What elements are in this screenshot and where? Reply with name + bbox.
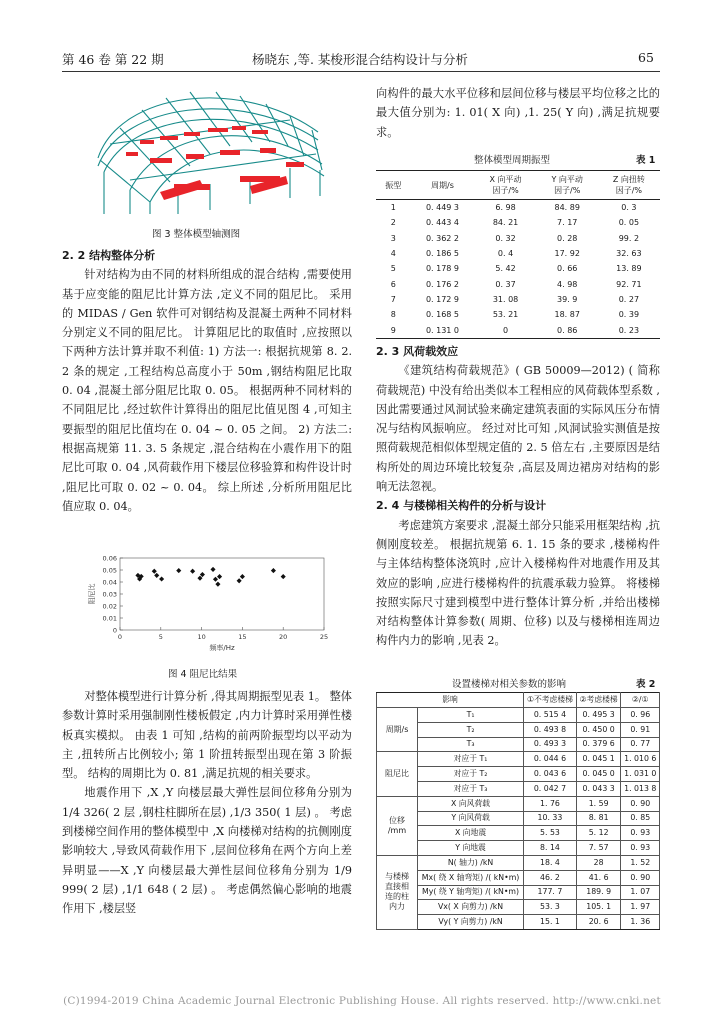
paragraph-period-analysis: 对整体模型进行计算分析 ,得其周期振型见表 1。 整体参数计算时采用强制刚性楼板假定 ,内力计算时采用弹性楼板真实模拟。 由表 1 可知 ,结构的前两阶振型均以平动为主 ,扭转所占比例较小; 第 1 阶扭转振型出现在第 3 阶振型。 结构的周期比为 0. 81 ,满足抗规的相关要求。 [62,690,352,781]
table-2-cell: X 向地震 [418,826,524,841]
copyright-footer: (C)1994-2019 China Academic Journal Electronic Publishing House. All rights reserved. http://www.cnki.net [63,995,661,1007]
table-1-cell: 0 [474,322,536,338]
table-2-cell: 0. 90 [621,796,660,811]
table-1-cell: 32. 63 [616,249,642,259]
table-2-group-label: 周期/s [377,708,418,752]
table-row [376,261,660,276]
paragraph-stair-members: 考虑建筑方案要求 ,混凝土部分只能采用框架结构 ,抗侧刚度较差。 根据抗规第 6. 1. 15 条的要求 ,楼梯构件与主体结构整体浇筑时 ,应计入楼梯构件对地震作用及其效应的影响 ,应进行楼梯构件的抗震承载力验算。 将楼梯按照实际尺寸建到模型中进行整体计算分析 ,并给出楼梯对结构整体计算参数( 周期、位移) 以及与楼梯相连周边构件内力的影响 ,见表 2。 [376,518,660,648]
data-point [159,576,164,581]
table-2-cell: 28 [576,855,621,870]
table-2-cell: 1. 76 [524,796,577,811]
table-2-cell: 对应于 T₂ [418,767,524,782]
damping-ratio-scatter [86,552,336,660]
table-row [376,292,660,307]
table-row [377,900,660,915]
table-2-cell: X 向风荷载 [418,796,524,811]
table-1-cell: 0. 32 [495,233,516,243]
table-1-header-cell: X 向平动 因子/% [474,171,536,200]
journal-volume: 第 46 卷 第 22 期 [62,52,164,67]
table-1-cell: 0. 05 [618,218,640,228]
table-2-cell: 0. 91 [621,722,660,737]
table-2-cell: 0. 85 [621,811,660,826]
figure-3-model [90,80,330,220]
table-2-cell: T₂ [418,722,524,737]
plot-frame [120,558,324,630]
table-1-cell: 3 [390,233,396,243]
table-1-cell: 0. 3 [621,203,637,213]
table-1-cell: 4. 98 [557,279,578,289]
right-column-sections [376,342,660,651]
data-point [240,574,245,579]
table-1-cell: 0. 86 [537,322,598,338]
section-2-2-heading: 2. 2 结构整体分析 [62,249,156,262]
table-2-title: 设置楼梯对相关参数的影响 [452,679,567,690]
section-2-3-heading: 2. 3 风荷载效应 [376,345,459,358]
left-column-top [62,246,352,516]
table-1-cell: 17. 92 [554,249,580,259]
table-2-cell: 8. 14 [524,841,577,856]
table-2-cell: 1. 07 [621,885,660,900]
table-1-cell: 1 [390,203,396,213]
table-1-cell: 0. 23 [598,322,660,338]
table-2-cell: 1. 010 6 [621,752,660,767]
y-tick-label: 0.01 [102,614,117,623]
table-1-cell: 84. 21 [492,218,519,228]
table-2-cell: 0. 450 0 [576,722,621,737]
table-1-cell: 0. 131 0 [411,322,475,338]
table-1-cell: 39. 9 [557,294,578,304]
table-1-cell: 5. 42 [495,264,516,274]
table-1-cell: 7. 17 [557,218,578,228]
table-1-cell: 9 [376,322,411,338]
table-1-cell: 99. 2 [618,233,640,243]
table-2-cell: 0. 045 1 [576,752,621,767]
y-tick-label: 0.02 [102,602,117,611]
table-row [377,752,660,767]
table-2-cell: 20. 6 [576,915,621,930]
table-2-cell: 1. 97 [621,900,660,915]
paragraph-drift-angle: 地震作用下 ,X ,Y 向楼层最大弹性层间位移角分别为 1/4 326( 2 层 ,钢柱柱脚所在层) ,1/3 350( 1 层) 。 考虑到楼梯空间作用的整体模型中 ,X 向楼梯对结构的抗侧刚度影响较大 ,导致风荷载作用下 ,层间位移角在两个方向上差异明显——X ,Y 向楼层最大弹性层间位移角分别为 1/9 999( 2 层) ,1/1 648 ( 2 层) 。 考虑偶然偏心影响的地震作用下 ,楼层竖 [62,786,352,916]
header-rule [62,71,660,72]
table-2-group-label: 与楼梯 直接相 连的柱 内力 [377,855,418,929]
table-1-cell: 0. 172 9 [425,294,460,304]
data-point [154,573,159,578]
data-point [213,577,218,582]
table-2-cell: 5. 12 [576,826,621,841]
data-point [215,582,220,587]
table-2-header-cell: ①不考虑楼梯 [524,693,577,708]
paragraph-wind-load: 《建筑结构荷载规范》( GB 50009—2012) ( 简称荷载规范) 中没有给出类似本工程相应的风荷载体型系数 ,因此需要通过风洞试验来确定建筑表面的实际风压分布情况与结构风振响应。 经过对比可知 ,风洞试验实测值是按照荷载规范相似体型规定值的 2. 5 倍左右 ,主要原因是结构所处的周边环境比较复杂 ,高层及周边裙房对结构的影响无法忽视。 [376,364,660,494]
y-tick-label: 0.06 [102,554,117,563]
table-row [377,722,660,737]
running-title: 杨晓东 ,等. 某梭形混合结构设计与分析 [252,52,468,67]
table-2-label: 表 2 [636,679,656,690]
table-1-cell: 8 [390,310,396,320]
table-2-cell: 53. 3 [524,900,577,915]
table-2-cell: 0. 044 6 [524,752,577,767]
y-tick-label: 0.04 [102,578,117,587]
table-2-cell: 1. 031 0 [621,767,660,782]
table-2-cell: 0. 493 8 [524,722,577,737]
table-2-cell: 46. 2 [524,870,577,885]
table-1-cell: 0. 27 [618,294,640,304]
table-row [376,246,660,261]
table-1-cell: 7 [390,294,396,304]
y-axis-label: 阻尼比 [88,583,96,605]
table-2-cell: 189. 9 [576,885,621,900]
table-2-cell: Y 向风荷载 [418,811,524,826]
table-2-cell: 0. 043 3 [576,781,621,796]
table-2-header-cell: ②考虑楼梯 [576,693,621,708]
table-1-cell: 0. 362 2 [425,233,460,243]
data-point [217,574,222,579]
table-1-cell: 4 [390,249,396,259]
table-row [377,708,660,723]
table-2-cell: 8. 81 [576,811,621,826]
table-1-cell: 0. 178 9 [425,264,460,274]
table-1-cell: 84. 89 [554,203,580,213]
table-row [377,885,660,900]
table-1-cell: 0. 176 2 [425,279,460,289]
table-1-header-cell: 振型 [376,171,411,200]
structure-model-drawing [90,80,330,220]
page-number: 65 [638,50,654,65]
table-2-cell: 7. 57 [576,841,621,856]
table-2-cell: 0. 96 [621,708,660,723]
table-2-cell: 5. 53 [524,826,577,841]
data-point [152,569,157,574]
right-intro [376,84,660,142]
paragraph-damping-ratio: 针对结构为由不同的材料所组成的混合结构 ,需要使用基于应变能的阻尼比计算方法 ,定义不同的阻尼比。 采用的 MIDAS / Gen 软件可对钢结构及混凝土两种不同材料分别定义不同的阻尼比。 计算阻尼比的取值时 ,应按照以下两种方法计算并取不利值: 1) 方法一: 根据抗规第 8. 2. 2 条的规定 ,工程结构总高度小于 50m ,钢结构阻尼比取 0. 04 ,混凝土部分阻尼比取 0. 05。 根据两种不同材料的不同阻尼比 ,经过软件计算得出的阻尼比值见图 4 ,可知主要振型的阻尼比值均在 0. 04 ~ 0. 05 之间。 2) 方法二: 根据高规第 11. 3. 5 条规定 ,混合结构在小震作用下的阻尼比可取 0. 04 ,风荷载作用下楼层位移验算和构件设计时 ,阻尼比可取 0. 02 ~ 0. 04。 综上所述 ,分析所用阻尼比值应取 0. 04。 [62,268,352,513]
y-tick-label: 0.03 [102,590,117,599]
x-tick-label: 10 [197,633,206,641]
table-row [376,322,660,338]
x-tick-label: 25 [319,633,329,641]
table-1-title: 整体模型周期振型 [474,155,551,166]
table-1-cell: 6 [390,279,396,289]
figure-4-caption: 图 4 阻尼比结果 [168,669,238,680]
table-row [376,231,660,246]
y-tick-label: 0 [112,626,117,635]
table-row [377,841,660,856]
table-2-stair-effects [376,692,660,930]
table-row [377,767,660,782]
table-2-cell: 0. 495 3 [576,708,621,723]
table-2-header-cell: 影响 [377,693,524,708]
table-2-cell: 0. 93 [621,841,660,856]
x-tick-label: 5 [158,633,163,641]
table-2-cell: 0. 379 6 [576,737,621,752]
table-2-cell: 41. 6 [576,870,621,885]
table-1-cell: 92. 71 [616,279,642,289]
left-column-bottom [62,687,352,919]
table-2-cell: 15. 1 [524,915,577,930]
section-2-4-heading: 2. 4 与楼梯相关构件的分析与设计 [376,499,547,513]
table-2-cell: 1. 36 [621,915,660,930]
table-2-cell: 18. 4 [524,855,577,870]
table-2-cell: Mx( 绕 X 轴弯矩) /( kN•m) [418,870,524,885]
figure-3-caption: 图 3 整体模型轴测图 [152,229,241,240]
table-2-group-label: 位移 /mm [377,796,418,855]
table-row [377,737,660,752]
table-2-cell: 1. 59 [576,796,621,811]
table-2-cell: Vx( X 向剪力) /kN [418,900,524,915]
table-2-cell: 0. 042 7 [524,781,577,796]
table-2-group-label: 阻尼比 [377,752,418,796]
table-1-header-cell: Z 向扭转 因子/% [598,171,660,200]
x-axis-label: 频率/Hz [209,644,235,652]
table-2-cell: 对应于 T₁ [418,752,524,767]
table-2-cell: 0. 90 [621,870,660,885]
table-row [377,870,660,885]
table-2-cell: 1. 013 8 [621,781,660,796]
table-2-cell: N( 轴力) /kN [418,855,524,870]
table-1-cell: 2 [390,218,396,228]
x-tick-label: 15 [238,633,247,641]
table-1-cell: 0. 186 5 [425,249,460,259]
table-1-cell: 18. 87 [554,310,580,320]
table-row [376,276,660,291]
table-1-label: 表 1 [636,155,656,166]
table-1-cell: 0. 66 [557,264,578,274]
table-1-header-cell: 周期/s [411,171,475,200]
data-point [271,568,276,573]
table-2-cell: Vy( Y 向剪力) /kN [418,915,524,930]
table-row [377,855,660,870]
table-row [377,796,660,811]
table-1-cell: 0. 443 4 [425,218,460,228]
data-point [210,567,215,572]
x-tick-label: 20 [279,633,288,641]
table-1-cell: 0. 37 [495,279,516,289]
table-1-cell: 53. 21 [492,310,519,320]
table-1-header-cell: Y 向平动 因子/% [537,171,598,200]
data-point [281,574,286,579]
table-row [377,915,660,930]
table-1-cell: 13. 89 [616,264,642,274]
table-2-cell: 177. 7 [524,885,577,900]
table-row [376,215,660,230]
data-point [176,568,181,573]
table-2-cell: 0. 93 [621,826,660,841]
table-1-cell: 0. 28 [557,233,578,243]
table-1-period-modes [376,170,660,339]
y-tick-label: 0.05 [102,566,117,575]
table-2-cell: 对应于 T₃ [418,781,524,796]
data-point [237,578,242,583]
table-2-header-cell: ②/① [621,693,660,708]
table-2-cell: T₁ [418,708,524,723]
x-tick-label: 0 [117,633,123,641]
table-row [376,307,660,322]
table-row [377,781,660,796]
table-2-cell: 10. 33 [524,811,577,826]
data-point [190,569,195,574]
paragraph-displacement-ratio: 向构件的最大水平位移和层间位移与楼层平均位移之比的最大值分别为: 1. 01( X 向) ,1. 25( Y 向) ,满足抗规要求。 [376,87,660,139]
table-2-cell: Y 向地震 [418,841,524,856]
table-row [377,826,660,841]
figure-4-chart [86,552,336,660]
table-2-cell: T₃ [418,737,524,752]
table-2-cell: 0. 043 6 [524,767,577,782]
table-2-cell: My( 绕 Y 轴弯矩) /( kN•m) [418,885,524,900]
table-2-cell: 0. 515 4 [524,708,577,723]
table-1-cell: 31. 08 [492,294,519,304]
table-2-cell: 0. 045 0 [576,767,621,782]
table-1-cell: 5 [390,264,396,274]
table-1-cell: 0. 39 [618,310,640,320]
table-1-cell: 6. 98 [495,203,516,213]
table-2-cell: 0. 77 [621,737,660,752]
table-1-cell: 0. 449 3 [425,203,460,213]
table-row [377,811,660,826]
table-2-cell: 0. 493 3 [524,737,577,752]
table-1-cell: 0. 4 [497,249,514,259]
table-2-cell: 1. 52 [621,855,660,870]
table-row [376,200,660,216]
table-2-cell: 105. 1 [576,900,621,915]
table-1-cell: 0. 168 5 [425,310,460,320]
